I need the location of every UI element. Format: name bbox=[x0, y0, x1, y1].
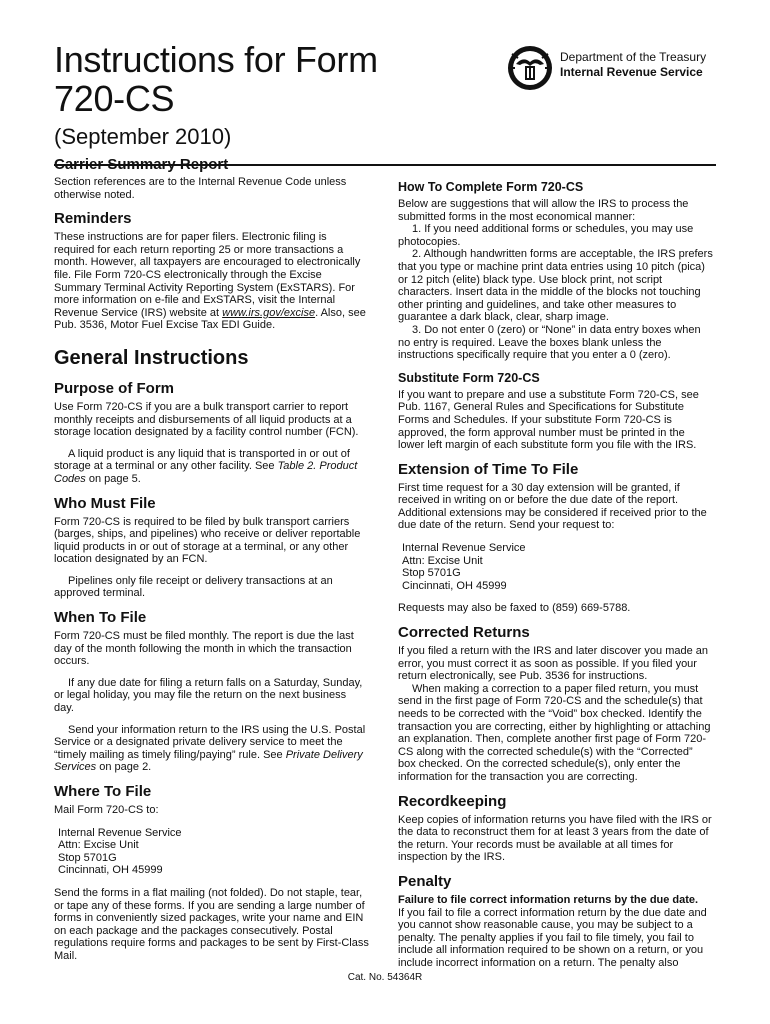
document-subtitle: Carrier Summary Report bbox=[54, 156, 229, 173]
excise-website-link[interactable]: www.irs.gov/excise bbox=[222, 306, 316, 319]
how-item-2: 2. Although handwritten forms are acceptable, the IRS prefers that you type or machine print data entries using 10 pitch (pica) or 12 pitch (elite) black type. Use block print, not script characters. Insert data in the middle of the blocks not touching other printing and guidelines, and take other measures to guarantee a dark black, clear, sharp image. bbox=[398, 248, 713, 324]
penalty-bold-lead: Failure to file correct information returns by the due date. bbox=[398, 893, 699, 906]
when-paragraph-3: Send your information return to the IRS using the U.S. Postal Service or a designated private delivery service to meet the “timely mailing as timely filing/paying” rule. See Private Delivery Services on page 2. bbox=[54, 723, 366, 774]
address-line: Stop 5701G bbox=[402, 567, 461, 580]
left-column bbox=[54, 176, 369, 972]
title-line-2: 720-CS bbox=[54, 78, 175, 119]
section-references: Section references are to the Internal Revenue Code unless otherwise noted. bbox=[54, 176, 347, 201]
fax-paragraph: Requests may also be faxed to (859) 669-5788. bbox=[398, 602, 631, 615]
right-column bbox=[398, 176, 713, 979]
catalog-number: Cat. No. 54364R bbox=[347, 972, 423, 983]
private-delivery-reference: Private Delivery Services bbox=[54, 748, 363, 774]
general-instructions-heading: General Instructions bbox=[54, 346, 249, 369]
corrected-paragraph-2: When making a correction to a paper filed return, you must send in the first page of Form 720-CS and the schedule(s) that needs to be corrected with the “Void” box checked. Identify the transaction you are correcting, either by highlighting or attaching an explanation. Then, complete another first page of Form 720-CS along with the corrected schedule(s) with the “Corrected” box checked. On the corrected schedule(s), only enter the information for the transaction you are correcting. bbox=[398, 682, 711, 783]
when-paragraph-1: Form 720-CS must be filed monthly. The report is due the last day of the month following the month in which the transaction occurs. bbox=[54, 630, 354, 668]
who-paragraph-2: Pipelines only file receipt or delivery transactions at an approved terminal. bbox=[54, 574, 333, 600]
purpose-paragraph-1: Use Form 720-CS if you are a bulk transport carrier to report monthly receipts and disbursements of all liquid products at a storage location designated by a facility control number (FCN). bbox=[54, 400, 359, 439]
address-line: Attn: Excise Unit bbox=[402, 554, 483, 567]
address-line: Cincinnati, OH 45999 bbox=[58, 864, 163, 877]
where-to-file-heading: Where To File bbox=[54, 783, 152, 800]
where-paragraph-1: Mail Form 720-CS to: bbox=[54, 804, 159, 816]
address-line: Stop 5701G bbox=[58, 851, 117, 864]
extension-heading: Extension of Time To File bbox=[398, 460, 579, 478]
mailing-address bbox=[58, 827, 369, 877]
title-line-1: Instructions for Form bbox=[54, 39, 378, 80]
agency-irs: Internal Revenue Service bbox=[560, 65, 703, 79]
irs-eagle-seal-icon bbox=[506, 44, 554, 92]
how-item-1: 1. If you need additional forms or schedules, you may use photocopies. bbox=[398, 223, 694, 248]
where-paragraph-2: Send the forms in a flat mailing (not folded). Do not staple, tear, or tape any of these forms. If you are sending a large number of forms in conveniently sized packages, write your name and EIN on each package and the packages consecutively. Postal regulations require forms and packages to be sent by First-Class Mail. bbox=[54, 886, 369, 962]
corrected-paragraph-1: If you filed a return with the IRS and later discover you made an error, you must correct it as soon as possible. If you filed your return electronically, see Pub. 3536 for instructions. bbox=[398, 645, 708, 683]
purpose-paragraph-2: A liquid product is any liquid that is transported in or out of storage at a terminal or any other facility. See Table 2. Product Codes on page 5. bbox=[54, 447, 358, 485]
substitute-form-heading: Substitute Form 720-CS bbox=[398, 370, 540, 385]
address-line: Internal Revenue Service bbox=[402, 542, 526, 555]
when-paragraph-2: If any due date for filing a return falls on a Saturday, Sunday, or legal holiday, you may file the return on the next business day. bbox=[54, 676, 363, 715]
revision-date: (September 2010) bbox=[54, 124, 232, 149]
document-title bbox=[54, 40, 474, 118]
header-rule bbox=[54, 164, 716, 166]
how-item-3: 3. Do not enter 0 (zero) or “None” in data entry boxes when no entry is required. Leave the boxes blank unless the instructions specifically require that you enter a 0 (zero). bbox=[398, 323, 701, 362]
penalty-paragraph: If you fail to file a correct information return by the due date and you cannot show reasonable cause, you may be subject to a penalty. The penalty applies if you fail to file timely, you fail to include all information required to be shown on a return, or you include incorrect information on a return. The penalty also bbox=[398, 906, 707, 969]
address-line: Cincinnati, OH 45999 bbox=[402, 579, 507, 592]
reminders-heading: Reminders bbox=[54, 210, 132, 228]
how-to-complete-heading: How To Complete Form 720-CS bbox=[398, 180, 584, 194]
reminders-paragraph: These instructions are for paper filers. Electronic filing is required for each return reporting 25 or more transactions a month. However, all taxpayers are encouraged to electronically file. File Form 720-CS electronically through the Excise Summary Terminal Activity Reporting System (ExSTARS). For more information on e-file and ExSTARS, visit the Internal Revenue Service (IRS) website at www.irs.gov/excise. Also, see Pub. 3536, Motor Fuel Excise Tax EDI Guide. bbox=[54, 231, 366, 332]
address-line: Attn: Excise Unit bbox=[58, 839, 139, 852]
substitute-paragraph: If you want to prepare and use a substitute Form 720-CS, see Pub. 1167, General Rules and Specifications for Substitute Forms and Schedules. If your substitute Form 720-CS is approved, the form approval number must be printed in the lower left margin of each substitute form you file with the IRS. bbox=[398, 388, 699, 452]
product-codes-reference: Table 2. Product Codes bbox=[54, 460, 358, 485]
recordkeeping-paragraph: Keep copies of information returns you have filed with the IRS or the data to reconstruct them for at least 3 years from the date of the return. Your records must be available at all times for inspection by the IRS. bbox=[398, 813, 712, 864]
purpose-heading: Purpose of Form bbox=[54, 379, 175, 397]
agency-department: Department of the Treasury bbox=[560, 50, 707, 64]
extension-address bbox=[402, 542, 713, 592]
agency-text bbox=[560, 50, 706, 80]
who-must-file-heading: Who Must File bbox=[54, 494, 156, 512]
recordkeeping-heading: Recordkeeping bbox=[398, 792, 507, 810]
address-line: Internal Revenue Service bbox=[58, 826, 182, 839]
penalty-heading: Penalty bbox=[398, 872, 452, 890]
when-to-file-heading: When To File bbox=[54, 609, 147, 627]
how-intro: Below are suggestions that will allow the IRS to process the submitted forms in the most economical manner: bbox=[398, 198, 689, 223]
corrected-returns-heading: Corrected Returns bbox=[398, 624, 530, 642]
who-paragraph-1: Form 720-CS is required to be filed by bulk transport carriers (barges, ships, and pipelines) who receive or deliver reportable liquid products in or out of storage at a terminal, or any other location designated by an FCN. bbox=[54, 515, 361, 566]
extension-paragraph: First time request for a 30 day extension will be granted, if received in writing on or before the due date of the report. Additional extensions may be considered if received prior to the due date of the return. Send your request to: bbox=[398, 481, 707, 532]
title-block bbox=[54, 40, 474, 173]
